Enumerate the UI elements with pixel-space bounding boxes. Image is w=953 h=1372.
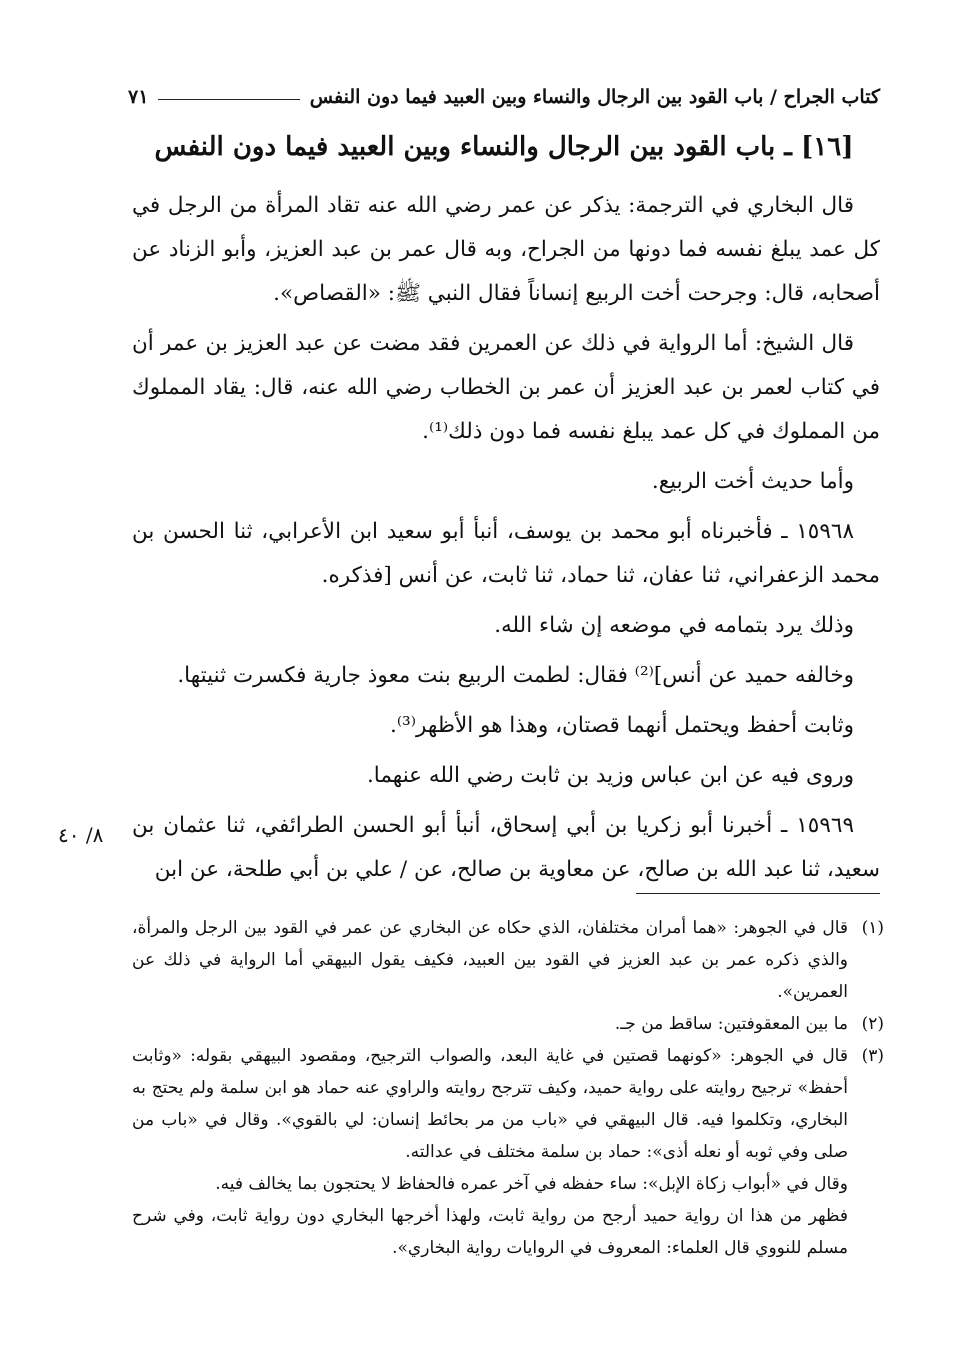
chapter-title: [١٦] ـ باب القود بين الرجال والنساء وبين العبيد فيما دون النفس bbox=[154, 132, 854, 162]
footnote-number: (١) bbox=[861, 918, 884, 938]
footnote-number: (٢) bbox=[861, 1014, 884, 1034]
paragraph-sheikh: قال الشيخ: أما الرواية في ذلك عن العمرين فقد مضت عن عبد العزيز بن عمر أن في كتاب لعمر بن عبد العزيز أن عمر بن الخطاب رضي الله عنه، قال: يقاد المملوك من المملوك في كل عمد يبلغ نفسه فما دون ذلك⁽¹⁾. bbox=[132, 331, 880, 444]
running-title: كتاب الجراح / باب القود بين الرجال والنساء وبين العبيد فيما دون النفس bbox=[309, 86, 880, 108]
paragraph-ibn-abbas: وروى فيه عن ابن عباس وزيد بن ثابت رضي الله عنهما. bbox=[366, 763, 854, 788]
paragraph-hadith-15968: ١٥٩٦٨ ـ فأخبرناه أبو محمد بن يوسف، أنبأ أبو سعيد ابن الأعرابي، ثنا الحسن بن محمد الزعفراني، ثنا عفان، ثنا حماد، ثنا ثابت، عن أنس [فذكره. bbox=[132, 519, 880, 588]
footnote-text: قال في الجوهر: «كونهما قصتين في غاية البعد، والصواب الترجيح، ومقصود البيهقي بقوله: «وثابت أحفظ» ترجيح روايته على رواية حميد، وكيف تترجح روايته والراوي عنه حماد هو ابن سلمة ولم يحتج به البخاري، وتكلموا فيه. قال البيهقي في «باب من مر بحائط إنسان: لي بالقوي». وقال في «باب من صلى وفي ثوبه أو نعله أذى»: حماد بن سلمة مختلف في عدالته. bbox=[132, 1046, 848, 1162]
footnote-2 bbox=[132, 1008, 884, 1040]
main-text bbox=[132, 184, 880, 892]
footnote-number: (٣) bbox=[861, 1046, 884, 1066]
paragraph-hadith-15969: ١٥٩٦٩ ـ أخبرنا أبو زكريا بن أبي إسحاق، أنبأ أبو الحسن الطرائفي، ثنا عثمان بن سعيد، ثنا عبد الله بن صالح، عن معاوية بن صالح، عن / علي بن أبي طلحة، عن ابن bbox=[132, 813, 880, 882]
footnote-text: وقال في «أبواب زكاة الإبل»: ساء حفظه في آخر عمره فالحفاظ لا يحتجون بما يخالف فيه. bbox=[215, 1174, 848, 1194]
footnote-divider bbox=[636, 893, 880, 894]
header-rule bbox=[158, 99, 299, 100]
paragraph-thabit: وثابت أحفظ ويحتمل أنهما قصتان، وهذا هو الأظهر⁽³⁾. bbox=[390, 713, 854, 738]
footnote-text: ما بين المعقوفتين: ساقط من جـ. bbox=[614, 1014, 848, 1034]
footnote-1 bbox=[132, 912, 884, 1008]
paragraph-rubayyi: وأما حديث أخت الربيع. bbox=[651, 469, 854, 494]
page-number: ٧١ bbox=[128, 86, 149, 108]
paragraph-humaid: وخالفه حميد عن أنس]⁽²⁾ فقال: لطمت الربيع بنت معوذ جارية فكسرت ثنيتها. bbox=[177, 663, 854, 688]
paragraph-inshallah: وذلك يرد بتمامه في موضعه إن شاء الله. bbox=[494, 613, 854, 638]
paragraph-bukhari: قال البخاري في الترجمة: يذكر عن عمر رضي الله عنه تقاد المرأة من الرجل في كل عمد يبلغ نفسه فما دونها من الجراح، وبه قال عمر بن عبد العزيز، وأبو الزناد عن أصحابه، قال: وجرحت أخت الربيع إنساناً فقال النبي ﷺ: «القصاص». bbox=[132, 193, 880, 306]
footnotes bbox=[132, 912, 884, 1264]
margin-reference: ٨/ ٤٠ bbox=[58, 823, 104, 847]
footnote-text: فظهر من هذا ان رواية حميد أرجح من رواية ثابت، ولهذا أخرجها البخاري دون رواية ثابت، وفي شرح مسلم للنووي قال العلماء: المعروف في الروايات رواية البخاري». bbox=[132, 1206, 848, 1258]
footnote-3-continued bbox=[132, 1168, 884, 1200]
footnote-3-conclusion bbox=[132, 1200, 884, 1264]
footnote-text: قال في الجوهر: «هما أمران مختلفان، الذي حكاه عن البخاري عن عمر في القود بين الرجل والمرأة، والذي ذكره عمر بن عبد العزيز في القود بين العبيد، فكيف يقول البيهقي أما الرواية في ذلك عن العمرين». bbox=[132, 918, 848, 1002]
running-header bbox=[128, 82, 880, 112]
footnote-3 bbox=[132, 1040, 884, 1168]
